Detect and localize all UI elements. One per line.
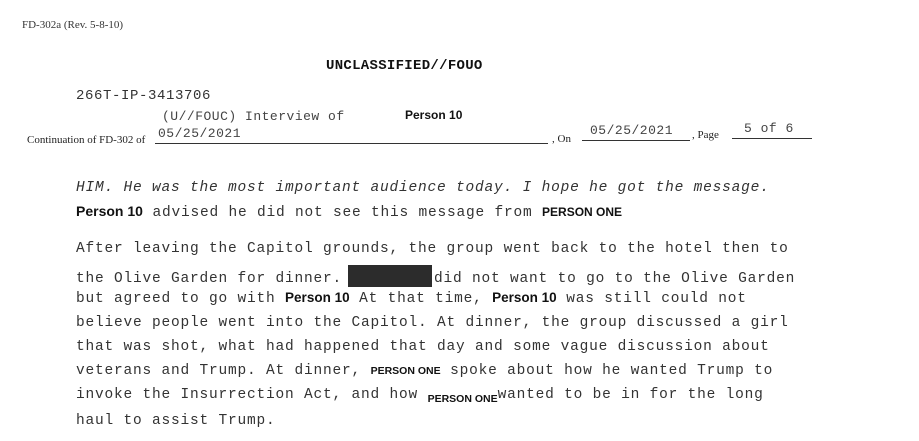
person-10-label: Person 10 (76, 203, 143, 219)
paragraph-text: invoke the Insurrection Act, and how (76, 387, 419, 403)
paragraph-text: was still could not (566, 291, 747, 307)
paragraph-text: did not want to go to the Olive Garden (434, 271, 796, 287)
quote-line: HIM. He was the most important audience today. I hope he got the message. (76, 180, 770, 196)
interview-caption: (U//FOUC) Interview of (162, 109, 345, 124)
paragraph-line (76, 387, 764, 403)
paragraph-line: believe people went into the Capitol. At dinner, the group discussed a girl (76, 315, 789, 331)
redaction-box (348, 265, 432, 287)
person-one-label: PERSON ONE (542, 205, 623, 219)
person-one-label: PERSON ONE (427, 393, 498, 405)
page-underline (732, 138, 812, 139)
page-label: , Page (692, 129, 719, 141)
paragraph-line (76, 363, 773, 379)
continuation-date: 05/25/2021 (158, 126, 242, 141)
paragraph-line: haul to assist Trump. (76, 413, 276, 429)
advised-text: advised he did not see this message from (152, 205, 533, 221)
paragraph-text: spoke about how he wanted Trump to (450, 363, 774, 379)
form-number: FD-302a (Rev. 5-8-10) (22, 19, 124, 31)
file-number: 266T-IP-3413706 (76, 88, 212, 104)
page-number: 5 of 6 (744, 121, 794, 136)
paragraph-text: the Olive Garden for dinner. (76, 271, 343, 287)
advised-line (76, 203, 622, 221)
person-one-label: PERSON ONE (370, 365, 441, 377)
person-10-label: Person 10 (285, 290, 350, 305)
person-10-label: Person 10 (492, 290, 557, 305)
continuation-label: Continuation of FD-302 of (27, 134, 146, 146)
paragraph-text: veterans and Trump. At dinner, (76, 363, 362, 379)
on-label: , On (552, 133, 571, 145)
paragraph-line: that was shot, what had happened that day and some vague discussion about (76, 339, 770, 355)
paragraph-text: wanted to be in for the long (497, 387, 764, 403)
paragraph-line: After leaving the Capitol grounds, the group went back to the hotel then to (76, 241, 789, 257)
paragraph-text: but agreed to go with (76, 291, 276, 307)
paragraph-line (76, 290, 747, 307)
paragraph-text: At that time, (359, 291, 483, 307)
paragraph-line (76, 265, 795, 287)
interview-person-label: Person 10 (405, 108, 463, 122)
classification-marking: UNCLASSIFIED//FOUO (326, 58, 483, 74)
continuation-underline (155, 143, 548, 144)
on-date-underline (582, 140, 690, 141)
on-date: 05/25/2021 (590, 123, 674, 138)
